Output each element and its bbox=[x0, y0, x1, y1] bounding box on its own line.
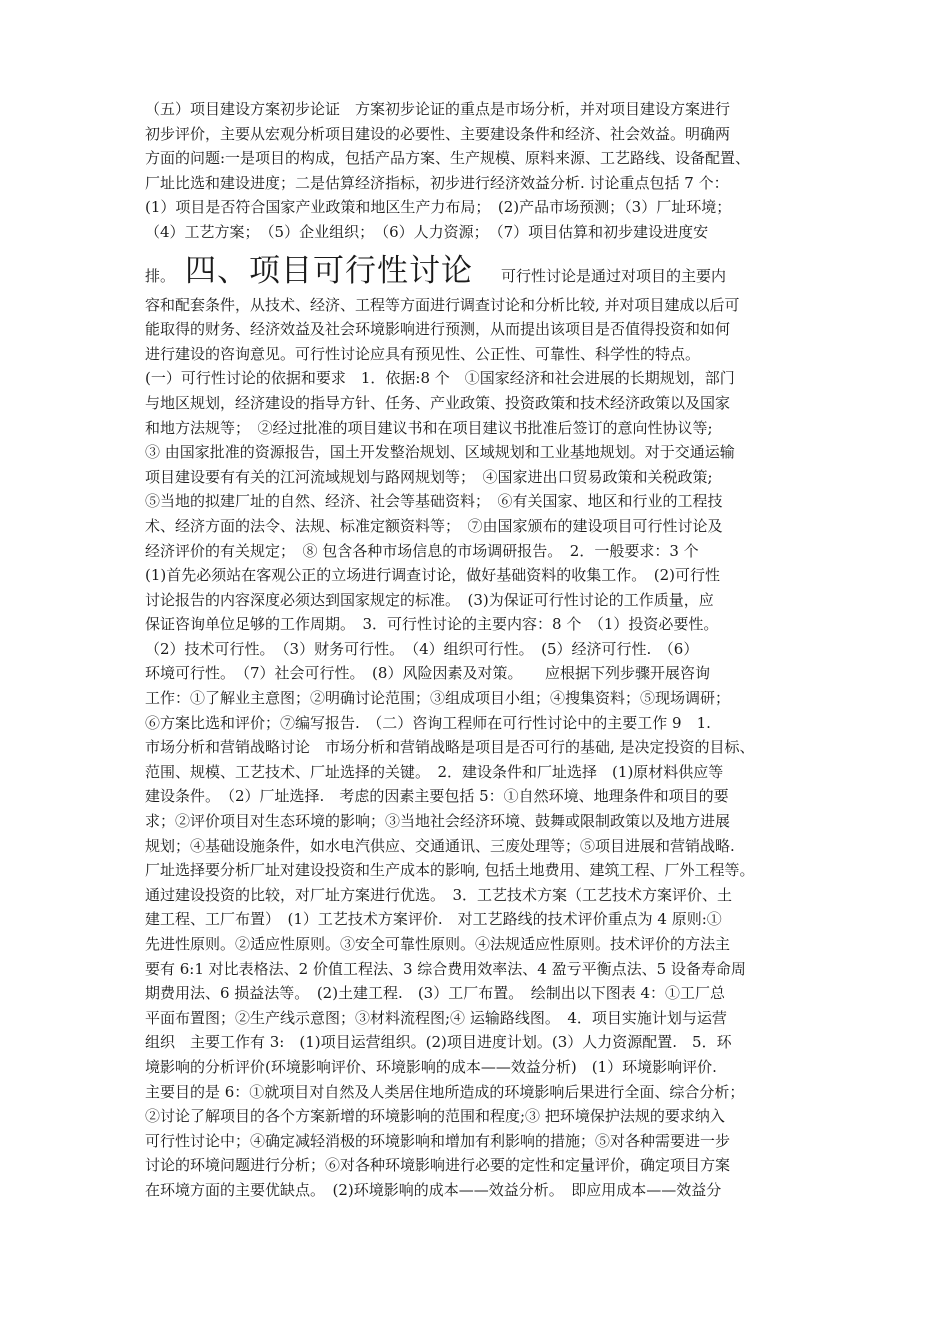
text-line: 工作：①了解业主意图；②明确讨论范围；③组成项目小组；④搜集资料；⑤现场调研； bbox=[145, 689, 731, 708]
text-line: (一）可行性讨论的依据和要求 1．依据:8 个 ①国家经济和社会进展的长期规划，部门 bbox=[145, 369, 735, 388]
text-line: 建设条件。 （2）厂址选择. 考虑的因素主要包括 5：①自然环境、地理条件和项目的要 bbox=[145, 787, 729, 806]
text-line: 方面的问题:一是项目的构成，包括产品方案、生产规模、原料来源、工艺路线、设备配置、 bbox=[145, 149, 751, 168]
text-line: （4）工艺方案； （5）企业组织； （6）人力资源； （7）项目估算和初步建设进度安 bbox=[145, 222, 709, 241]
text-line: 进行建设的咨询意见。可行性讨论应具有预见性、公正性、可靠性、科学性的特点。 bbox=[145, 344, 701, 363]
section-heading: 四、项目可行性讨论 bbox=[185, 252, 474, 289]
text-line: 平面布置图；②生产线示意图；③材料流程图;④ 运输路线图。 4．项目实施计划与运营 bbox=[145, 1008, 727, 1027]
text-line: 容和配套条件，从技术、经济、工程等方面进行调查讨论和分析比较, 并对项目建成以后可 bbox=[145, 295, 740, 314]
text-line: ⑤当地的拟建厂址的自然、经济、社会等基础资料； ⑥有关国家、地区和行业的工程技 bbox=[145, 492, 723, 511]
text-line: (1）项目是否符合国家产业政策和地区生产力布局； (2)产品市场预测；（3）厂址环境； bbox=[145, 198, 732, 217]
body-text bbox=[145, 293, 817, 1203]
text-line: 境影响的分析评价(环境影响评价、环境影响的成本——效益分析) (1）环境影响评价. bbox=[145, 1057, 717, 1076]
text-line: 项目建设要有有关的江河流域规划与路网规划等； ④国家进出口贸易政策和关税政策; bbox=[145, 467, 713, 486]
text-line: 规划；④基础设施条件，如水电汽供应、交通通讯、三废处理等；⑤项目进展和营销战略. bbox=[145, 836, 735, 855]
text-line: （五）项目建设方案初步论证 方案初步论证的重点是市场分析，并对项目建设方案进行 bbox=[145, 100, 731, 118]
text-line: ⑥方案比选和评价；⑦编写报告. （二）咨询工程师在可行性讨论中的主要工作 9 1. bbox=[145, 713, 711, 732]
heading-line bbox=[145, 251, 817, 291]
text-line: 可行性讨论中；④确定减轻消极的环境影响和增加有利影响的措施；⑤对各种需要进一步 bbox=[145, 1131, 731, 1150]
text-line: 市场分析和营销战略讨论 市场分析和营销战略是项目是否可行的基础, 是决定投资的目标、 bbox=[145, 738, 755, 757]
heading-line-suffix: 可行性讨论是通过对项目的主要内 bbox=[501, 266, 727, 285]
text-line: 范围、规模、工艺技术、厂址选择的关键。 2．建设条件和厂址选择 (1)原材料供应等 bbox=[145, 762, 724, 781]
text-line: 和地方法规等； ②经过批准的项目建议书和在项目建议书批准后签订的意向性协议等; bbox=[145, 418, 713, 437]
document-body bbox=[145, 97, 817, 1203]
text-line: 初步评价，主要从宏观分析项目建设的必要性、主要建设条件和经济、社会效益。明确两 bbox=[145, 124, 731, 143]
text-line: 术、经济方面的法令、法规、标准定额资料等； ⑦由国家颁布的建设项目可行性讨论及 bbox=[145, 516, 723, 535]
text-line: 经济评价的有关规定； ⑧ 包含各种市场信息的市场调研报告。 2．一般要求：3 个 bbox=[145, 541, 699, 560]
text-line: (1)首先必须站在客观公正的立场进行调查讨论，做好基础资料的收集工作。 (2)可行性 bbox=[145, 566, 720, 585]
text-line: ②讨论了解项目的各个方案新增的环境影响的范围和程度;③ 把环境保护法规的要求纳入 bbox=[145, 1107, 725, 1126]
text-line: 能取得的财务、经济效益及社会环境影响进行预测，从而提出该项目是否值得投资和如何 bbox=[145, 320, 731, 339]
text-line: （2）技术可行性。 （3）财务可行性。 （4）组织可行性。 (5）经济可行性. （6） bbox=[145, 639, 699, 658]
text-line: ③ 由国家批准的资源报告，国土开发整治规划、区域规划和工业基地规划。对于交通运输 bbox=[145, 443, 735, 462]
text-line: 环境可行性。 （7）社会可行性。 (8）风险因素及对策。 应根据下列步骤开展咨询 bbox=[145, 664, 710, 683]
heading-line-prefix: 排。 bbox=[145, 266, 176, 285]
text-line: 求；②评价项目对生态环境的影响；③当地社会经济环境、鼓舞或限制政策以及地方进展 bbox=[145, 812, 731, 831]
text-line: 与地区规划，经济建设的指导方针、任务、产业政策、投资政策和技术经济政策以及国家 bbox=[145, 393, 731, 412]
text-line: 先进性原则。②适应性原则。③安全可靠性原则。④法规适应性原则。技术评价的方法主 bbox=[145, 935, 731, 953]
text-line: 主要目的是 6：①就项目对自然及人类居住地所造成的环境影响后果进行全面、综合分析； bbox=[145, 1082, 745, 1101]
text-line: 建工程、工厂布置） (1）工艺技术方案评价. 对工艺路线的技术评价重点为 4 原则:① bbox=[145, 910, 722, 929]
text-line: 厂址选择要分析厂址对建设投资和生产成本的影响, 包括土地费用、建筑工程、厂外工程等。 bbox=[145, 861, 755, 880]
text-line: 期费用法、6 损益法等。 (2)土建工程. (3）工厂布置。 绘制出以下图表 4：①工厂总 bbox=[145, 984, 726, 1003]
text-line: 通过建设投资的比较，对厂址方案进行优选。 3．工艺技术方案（工艺技术方案评价、土 bbox=[145, 885, 733, 904]
text-line: 厂址比选和建设进度；二是估算经济指标，初步进行经济效益分析. 讨论重点包括 7 个： bbox=[145, 173, 729, 192]
text-line: 讨论报告的内容深度必须达到国家规定的标准。 (3)为保证可行性讨论的工作质量，应 bbox=[145, 590, 714, 609]
text-line: 讨论的环境问题进行分析；⑥对各种环境影响进行必要的定性和定量评价，确定项目方案 bbox=[145, 1156, 731, 1175]
text-line: 要有 6:1 对比表格法、2 价值工程法、3 综合费用效率法、4 盈亏平衡点法、5 设备寿命周 bbox=[145, 959, 746, 978]
text-line: 在环境方面的主要优缺点。 (2)环境影响的成本——效益分析。 即应用成本——效益分 bbox=[145, 1180, 722, 1199]
text-line: 组织 主要工作有 3: (1)项目运营组织。(2)项目进度计划。(3）人力资源配置. 5．环 bbox=[145, 1033, 732, 1052]
text-line: 保证咨询单位足够的工作周期。 3．可行性讨论的主要内容：8 个 （1）投资必要性。 bbox=[145, 615, 719, 634]
